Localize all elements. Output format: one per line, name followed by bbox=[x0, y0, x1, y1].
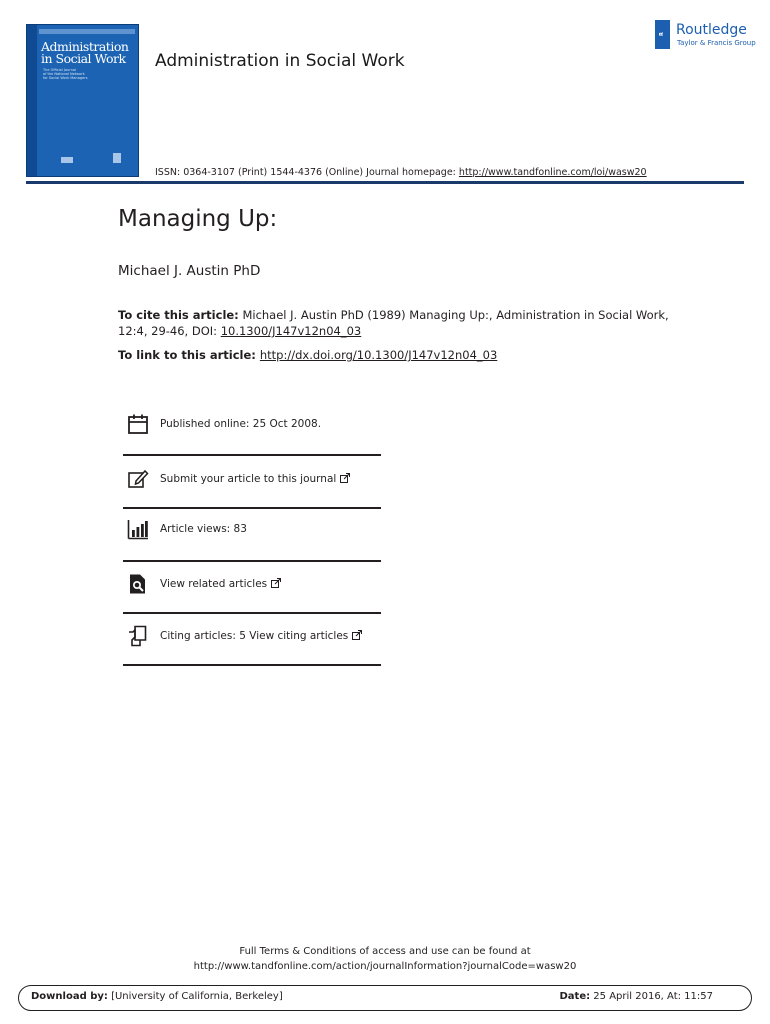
article-url-link[interactable]: http://dx.doi.org/10.1300/J147v12n04_03 bbox=[259, 348, 498, 362]
citing-icon bbox=[127, 625, 149, 647]
header-divider bbox=[26, 181, 744, 184]
doi-link[interactable]: 10.1300/J147v12n04_03 bbox=[220, 324, 362, 338]
metrics-divider bbox=[123, 664, 381, 666]
issn-text: ISSN: 0364-3107 (Print) 1544-4376 (Online) Journal homepage: bbox=[155, 167, 459, 178]
article-title: Managing Up: bbox=[118, 206, 278, 232]
citing-articles-link[interactable]: Citing articles: 5 View citing articles bbox=[160, 630, 362, 642]
cover-title: Administration in Social Work bbox=[41, 39, 129, 66]
download-info bbox=[31, 991, 283, 1002]
bar-chart-icon bbox=[127, 518, 149, 540]
publisher-name: Routledge bbox=[676, 22, 747, 38]
download-value: [University of California, Berkeley] bbox=[107, 991, 283, 1002]
submit-article-item[interactable] bbox=[123, 453, 381, 505]
download-footer bbox=[18, 985, 752, 1011]
article-views-item bbox=[123, 503, 381, 555]
published-online-label: Published online: 25 Oct 2008. bbox=[160, 418, 322, 430]
publisher-subtitle: Taylor & Francis Group bbox=[677, 39, 756, 47]
related-articles-item[interactable] bbox=[123, 558, 381, 610]
link-label: To link to this article: bbox=[118, 348, 260, 362]
edit-icon bbox=[127, 468, 149, 490]
routledge-logo-icon: R bbox=[655, 20, 670, 49]
search-doc-icon bbox=[127, 573, 149, 595]
citation-block bbox=[118, 307, 678, 339]
external-link-icon bbox=[340, 473, 350, 483]
download-date bbox=[559, 991, 713, 1002]
calendar-icon bbox=[127, 413, 149, 435]
citing-articles-item[interactable] bbox=[123, 610, 381, 662]
terms-url[interactable]: http://www.tandfonline.com/action/journalInformation?journalCode=wasw20 bbox=[193, 961, 577, 972]
terms-notice bbox=[0, 944, 770, 974]
download-label: Download by: bbox=[31, 991, 108, 1002]
external-link-icon bbox=[271, 578, 281, 588]
date-value: 25 April 2016, At: 11:57 bbox=[590, 991, 713, 1002]
related-articles-link[interactable]: View related articles bbox=[160, 578, 281, 590]
external-link-icon bbox=[352, 630, 362, 640]
cite-text: Michael J. Austin PhD (1989) Managing Up:, Administration in Social Work, 12:4, 29-46, DOI: bbox=[118, 308, 669, 338]
cite-label: To cite this article: bbox=[118, 308, 239, 322]
terms-line: Full Terms & Conditions of access and use can be found at bbox=[239, 946, 531, 957]
issn-line bbox=[155, 167, 647, 178]
published-online-item bbox=[123, 398, 381, 450]
article-views-label: Article views: 83 bbox=[160, 523, 247, 535]
journal-cover-image: Administration in Social Work The Official Journal of the National Network for Social Work Managers bbox=[26, 24, 139, 177]
journal-title: Administration in Social Work bbox=[155, 51, 405, 71]
journal-homepage-link[interactable]: http://www.tandfonline.com/loi/wasw20 bbox=[458, 167, 647, 178]
date-label: Date: bbox=[559, 991, 591, 1002]
article-author: Michael J. Austin PhD bbox=[118, 263, 261, 279]
article-link-block bbox=[118, 348, 497, 362]
submit-article-link[interactable]: Submit your article to this journal bbox=[160, 473, 350, 485]
